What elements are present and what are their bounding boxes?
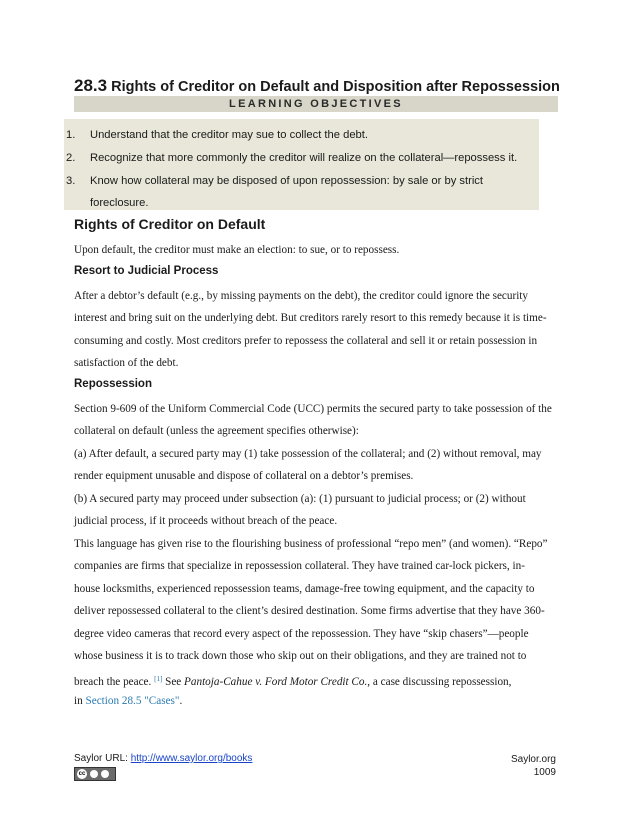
paragraph-line: (b) A secured party may proceed under subsection (a): (1) pursuant to judicial process; or (2) without xyxy=(74,493,526,505)
paragraph-line: Upon default, the creditor must make an election: to sue, or to repossess. xyxy=(74,244,400,256)
footer-url: Saylor URL: http://www.saylor.org/books xyxy=(74,753,253,764)
paragraph-line: degree video cameras that record every aspect of the repossession. They have “skip chasers”—people xyxy=(74,628,529,640)
paragraph-line: satisfaction of the debt. xyxy=(74,357,179,369)
paragraph-line: consuming and costly. Most creditors prefer to repossess the collateral and sell it or retain possession in xyxy=(74,335,538,347)
section-heading xyxy=(74,76,564,96)
paragraph-line: After a debtor’s default (e.g., by missing payments on the debt), the creditor could ignore the security xyxy=(74,290,529,302)
cc-icon: cc xyxy=(78,771,86,777)
creative-commons-badge xyxy=(74,767,116,781)
paragraph-line: This language has given rise to the flourishing business of professional “repo men” (and women). “Repo” xyxy=(74,538,548,550)
section-title: Rights of Creditor on Default and Disposition after Repossession xyxy=(111,79,560,95)
footer-site: Saylor.org xyxy=(510,754,556,765)
section-number: 28.3 xyxy=(74,76,108,95)
footer-page-info xyxy=(511,753,556,779)
heading-rights-of-creditor: Rights of Creditor on Default xyxy=(74,216,266,232)
paragraph-line: judicial process, if it proceeds without breach of the peace. xyxy=(74,515,338,527)
paragraph-line: interest and bring suit on the underlying debt. But creditors rarely resort to this remedy because it is time- xyxy=(74,312,547,324)
paragraph-line: Section 9-609 of the Uniform Commercial Code (UCC) permits the secured party to take possession of the xyxy=(74,403,552,415)
by-icon xyxy=(90,770,98,778)
case-name: Pantoja-Cahue v. Ford Motor Credit Co. xyxy=(184,676,368,688)
section-cases-link[interactable]: Section 28.5 "Cases" xyxy=(85,695,180,707)
paragraph-line: companies are firms that specialize in repossession collateral. They have trained car-lock pickers, in- xyxy=(74,560,525,572)
paragraph-line: house locksmiths, experienced repossession teams, damage-free towing equipment, and the capacity to xyxy=(74,583,535,595)
paragraph-line: breach the peace. [1] See Pantoja-Cahue v. Ford Motor Credit Co., a case discussing repossession, xyxy=(74,675,512,688)
paragraph-line: render equipment unusable and dispose of collateral on a debtor’s premises. xyxy=(74,470,414,482)
paragraph-line: collateral on default (unless the agreement specifies otherwise): xyxy=(74,425,359,437)
heading-judicial-process: Resort to Judicial Process xyxy=(74,265,219,277)
saylor-url-link[interactable]: http://www.saylor.org/books xyxy=(130,753,253,764)
nc-icon xyxy=(101,770,109,778)
paragraph-line: (a) After default, a secured party may (1) take possession of the collateral; and (2) without removal, may xyxy=(74,448,542,460)
learning-objectives-label: LEARNING OBJECTIVES xyxy=(74,96,558,112)
heading-repossession: Repossession xyxy=(74,378,152,390)
paragraph-line: whose business it is to track down those who skip out on their obligations, and they are trained not to xyxy=(74,650,527,662)
page-number: 1009 xyxy=(533,767,556,778)
footnote-link[interactable]: [1] xyxy=(154,675,163,683)
paragraph-line: in Section 28.5 "Cases". xyxy=(74,695,183,707)
paragraph-line: deliver repossessed collateral to the client’s desired destination. Some firms advertise that they have 360- xyxy=(74,605,545,617)
